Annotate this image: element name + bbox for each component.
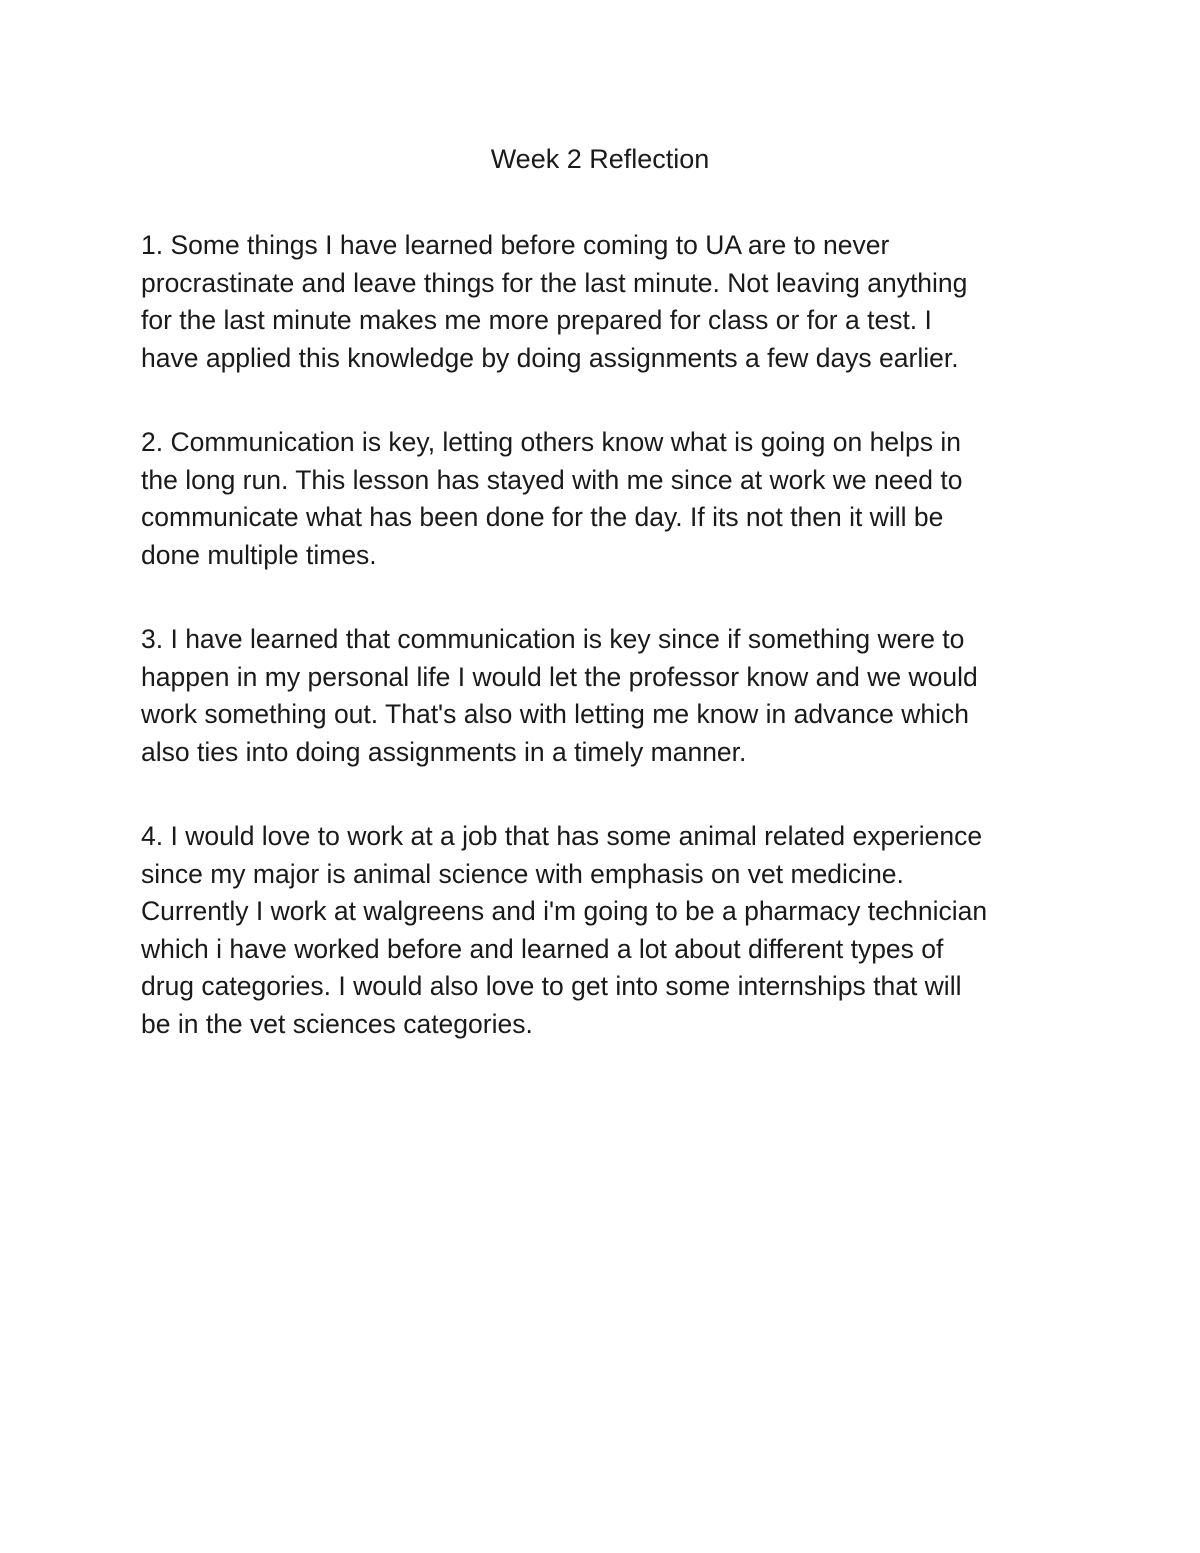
paragraph-line: done multiple times. <box>141 539 377 570</box>
paragraph-line: be in the vet sciences categories. <box>141 1008 533 1039</box>
paragraph-line: 2. Communication is key, letting others know what is going on helps in <box>141 427 961 457</box>
paragraph-line: 3. I have learned that communication is key since if something were to <box>141 624 965 654</box>
paragraph-1 <box>141 227 1061 377</box>
paragraph-2 <box>141 424 1061 574</box>
paragraph-4 <box>141 818 1061 1043</box>
paragraph-line: which i have worked before and learned a lot about different types of <box>141 933 944 964</box>
paragraph-line: Currently I work at walgreens and i'm going to be a pharmacy technician <box>141 896 988 926</box>
paragraph-line: the long run. This lesson has stayed with me since at work we need to <box>141 464 963 495</box>
paragraph-line: work something out. That's also with letting me know in advance which <box>141 699 969 729</box>
document-title: Week 2 Reflection <box>490 144 710 174</box>
paragraph-line: since my major is animal science with emphasis on vet medicine. <box>141 858 904 889</box>
paragraph-line: drug categories. I would also love to get into some internships that will <box>141 971 962 1001</box>
paragraph-line: have applied this knowledge by doing assignments a few days earlier. <box>141 342 959 373</box>
document-body <box>141 227 1061 1090</box>
paragraph-line: 4. I would love to work at a job that has some animal related experience <box>141 821 983 851</box>
paragraph-line: communicate what has been done for the day. If its not then it will be <box>141 502 944 532</box>
paragraph-line: procrastinate and leave things for the last minute. Not leaving anything <box>141 267 968 298</box>
paragraph-line: happen in my personal life I would let the professor know and we would <box>141 661 978 692</box>
paragraph-line: also ties into doing assignments in a timely manner. <box>141 736 747 767</box>
paragraph-3 <box>141 621 1061 771</box>
paragraph-line: for the last minute makes me more prepared for class or for a test. I <box>141 305 932 335</box>
paragraph-line: 1. Some things I have learned before coming to UA are to never <box>141 230 890 260</box>
